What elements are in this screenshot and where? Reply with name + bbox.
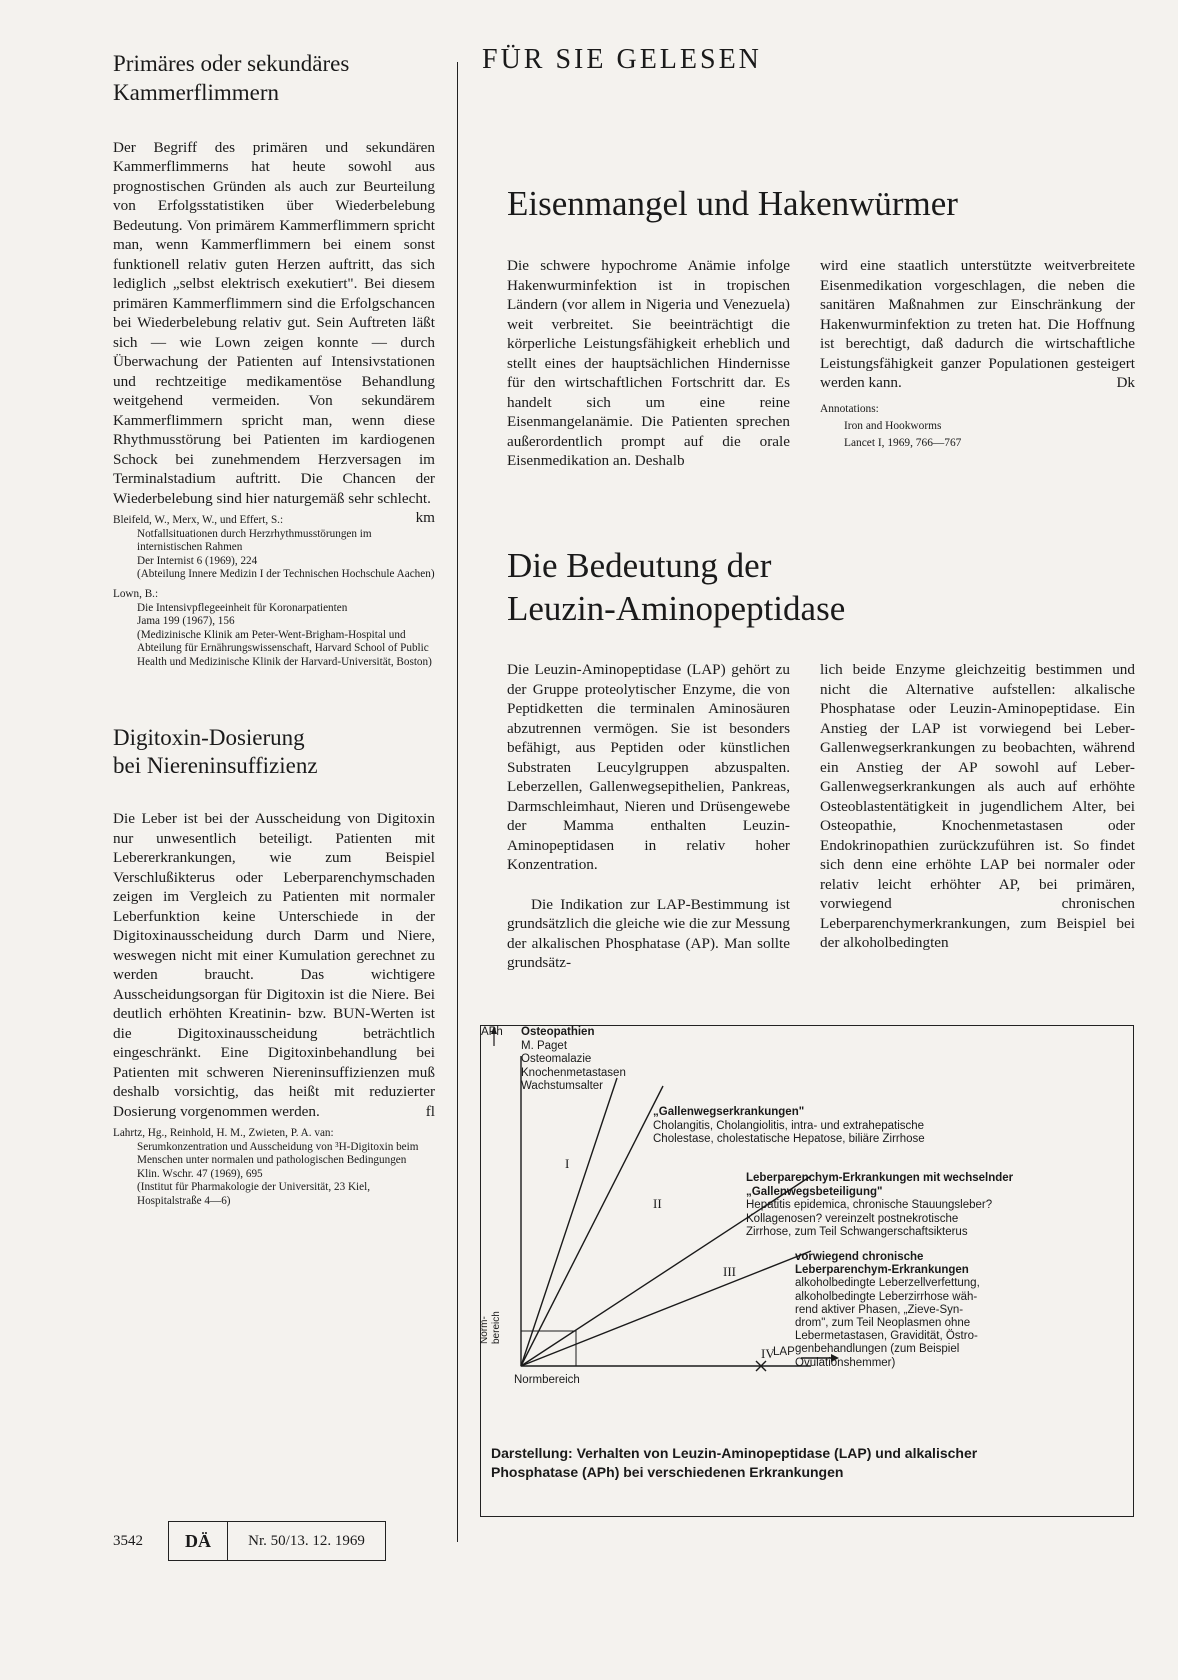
ref-title: Die Intensivpflegeeinheit für Koronarpatienten — [137, 601, 348, 614]
article-title-digitoxin — [113, 724, 435, 782]
article-body-lap-col2: lich beide Enzyme gleichzeitig bestimmen und nicht die Alternative aufstellen: alkalische Phosphatase oder Leuzin-Aminopeptidase. Ein Anstieg der LAP ist vorwiegend bei Leber-Gallenwegserkrankungen zu beobachten, während ein Anstieg der AP sowohl auf Leber-Gallenwegserkrankungen als auch auf erhöhte Osteoblastentätigkeit in jugendlichem Alter, bei Osteopathie, Knochenmetastasen oder Endokrinopathien zurückzuführen ist. So findet sich denn eine erhöhte LAP bei normaler oder relativ leicht erhöhter AP, bei primären, vorwiegend chronischen Leberparenchymerkrankungen, zum Beispiel bei der alkoholbedingten — [820, 661, 1135, 951]
roman-numeral-3: III — [723, 1264, 736, 1279]
figure-box — [480, 1025, 1134, 1517]
roman-numeral-2: II — [653, 1196, 662, 1211]
line-group-2 — [521, 1086, 663, 1366]
article-body-eisenmangel-col1: Die schwere hypochrome Anämie infolge Hakenwurminfektion ist in tropischen Ländern (vor allem in Nigeria und Venezuela) weit verbreitet. Sie beeinträchtigt die körperliche Leistungsfähigkeit erheblich und stellt eines der hauptsächlichen Hindernisse für den wirtschaftlichen Fortschritt dar. Es handelt sich um eine reine Eisenmangelanämie. Die Patienten sprechen außerordentlich prompt auf die orale Eisenmedikation an. Deshalb — [507, 257, 790, 469]
ref-journal: Klin. Wschr. 47 (1969), 695 — [137, 1167, 263, 1180]
article-body-lap-col1 — [507, 660, 790, 973]
ref-journal: Der Internist 6 (1969), 224 — [137, 554, 258, 567]
y-axis-label: APh — [481, 1026, 503, 1038]
body-text: Die Leber ist bei der Ausscheidung von Digitoxin nur unwesentlich beteiligt. Patienten mit Lebererkrankungen, wie zum Beispiel Verschlußikterus oder Leberparenchymschaden zeigen im Vergleich zu Patienten mit normaler Leberfunktion keine Unterschiede in der Digitoxinausscheidung durch Darm und Niere, weswegen nicht mit einer Kumulation gerechnet zu werden braucht. Das wichtigere Ausscheidungsorgan für Digitoxin ist die Niere. Bei deutlich erhöhten Kreatinin- bzw. BUN-Werten ist die Digitoxinausscheidung beträchtlich eingeschränkt. Eine Digitoxinbehandlung bei Patienten mit schweren Niereninsuffizienzen muß deshalb vorsichtig, das heißt mit reduzierter Dosierung vorgenommen werden. — [113, 810, 435, 1120]
norm-y-label: Norm- bereich — [479, 1311, 502, 1344]
article-title-lap — [507, 545, 845, 630]
author-signature: km — [415, 509, 435, 526]
annotations — [820, 401, 1135, 452]
annotations-label: Annotations: — [820, 402, 879, 415]
ref-affiliation: (Institut für Pharmakologie der Universität, 23 Kiel, Hospitalstraße 4—6) — [137, 1181, 371, 1207]
body-text: Der Begriff des primären und sekundären Kammerflimmerns hat heute sowohl aus prognostischen Gründen als auch zur Beurteilung von Erfolgsstatistiken über Wiederbelebung Bedeutung. Von primärem Kammerflimmern spricht man, wenn Kammerflimmern bei einem sonst funktionell relativ guten Herzen auftritt, das sich lediglich „selbst elektrisch exekutiert". Bei diesem primären Kammerflimmern sind die Erfolgschancen bei Wiederbelebung relativ gut. Sein Auftreten läßt sich — wie Lown zeigen konnte — durch Überwachung der Patienten auf Intensivstationen und rechtzeitige medikamentöse Behandlung weitgehend vermeiden. Von sekundärem Kammerflimmern spricht man, wenn diese Rhythmusstörung bei Patienten im kardiogenen Schock bei zunehmendem Herzversagen im Terminalstadium auftritt. Die Chancen der Wiederbelebung sind hier naturgemäß sehr schlecht. — [113, 138, 435, 507]
ref-title: Serumkonzentration und Ausscheidung von ³H-Digitoxin beim Menschen unter normalen und pathologischen Bedingungen — [137, 1140, 419, 1167]
references-digitoxin — [113, 1127, 435, 1209]
group1-label: Osteopathien M. Paget Osteomalazie Knochenmetastasen Wachstumsalter — [521, 1026, 626, 1092]
ref-author: Lahrtz, Hg., Reinhold, H. M., Zwieten, P. A. van: — [113, 1127, 334, 1140]
body-paragraph: Die Indikation zur LAP-Bestimmung ist grundsätzlich die gleiche wie die zur Messung der alkalischen Phosphatase (AP). Man sollte grundsätz- — [507, 895, 790, 971]
article-title-eisenmangel: Eisenmangel und Hakenwürmer — [507, 184, 958, 223]
ref-title: Notfallsituationen durch Herzrhythmusstörungen im internistischen Rahmen — [137, 527, 372, 554]
title-line: Die Bedeutung der — [507, 546, 772, 585]
group3-label: Leberparenchym-Erkrankungen mit wechselnder „Gallenwegsbeteiligung" Hepatitis epidemica, chronische Stauungsleber? Kollagenosen? vereinzelt postnekrotische Zirrhose, zum Teil Schwangerschaftsikterus — [746, 1172, 1014, 1238]
title-line: Digitoxin-Dosierung — [113, 724, 305, 750]
ref-author: Lown, B.: — [113, 587, 159, 600]
group2-label: „Gallenwegserkrankungen" Cholangitis, Cholangiolitis, intra- und extrahepatische Cholestase, cholestatische Hepatose, biliäre Zirrhose — [653, 1106, 925, 1145]
left-column — [113, 50, 435, 1209]
issue-label: Nr. 50/13. 12. 1969 — [248, 1532, 365, 1549]
annotations-title: Iron and Hookworms — [844, 419, 942, 432]
ref-affiliation: (Abteilung Innere Medizin I der Technischen Hochschule Aachen) — [137, 568, 435, 581]
references-kammerflimmern — [113, 514, 435, 670]
ref-journal: Jama 199 (1967), 156 — [137, 615, 235, 628]
norm-x-label: Normbereich — [514, 1374, 580, 1386]
line-group-1 — [521, 1078, 617, 1366]
author-signature: fl — [425, 1102, 435, 1120]
journal-issue-box — [168, 1521, 386, 1561]
figure-caption: Darstellung: Verhalten von Leuzin-Aminopeptidase (LAP) und alkalischer Phosphatase (APh) bei verschiedenen Erkrankungen — [491, 1445, 978, 1480]
journal-logo: DÄ — [169, 1522, 228, 1560]
column-divider — [457, 62, 458, 1542]
title-line: Leuzin-Aminopeptidase — [507, 588, 846, 628]
x-axis-label: LAP — [773, 1346, 795, 1358]
section-header: FÜR SIE GELESEN — [482, 44, 762, 75]
group4-label: vorwiegend chronische Leberparenchym-Erkrankungen alkoholbedingte Leberzellverfettung, alkoholbedingte Leberzirrhose wäh- rend aktiver Phasen, „Zieve-Syn- drom", zum Teil Neoplasmen ohne Lebermetastasen, Gravidität, Östro- genbehandlungen (zum Beispiel Ovulationshemmer) — [795, 1251, 980, 1369]
annotations-journal: Lancet I, 1969, 766—767 — [844, 436, 962, 449]
roman-numeral-4: IV — [761, 1346, 775, 1361]
page-number: 3542 — [113, 1533, 143, 1549]
body-text: wird eine staatlich unterstützte weitverbreitete Eisenmedikation vorgeschlagen, die neben die sanitären Maßnahmen zur Einschränkung der Hakenwurminfektion zu treten hat. Die Hoffnung ist berechtigt, daß dadurch die wirtschaftliche Leistungsfähigkeit ganzer Populationen gesteigert werden kann. Dk — [820, 257, 1135, 391]
article-body-digitoxin — [113, 809, 435, 1121]
body-paragraph: Die Leuzin-Aminopeptidase (LAP) gehört zu der Gruppe proteolytischer Enzyme, die von Peptidketten die terminalen Aminosäuren abzutrennen vermögen. Sie ist besonders befähigt, aus Peptiden oder künstlichen Substraten Leucylgruppen abzuspalten. Leberzellen, Gallenwegsepithelien, Pankreas, Darmschleimhaut, Nieren und Drüsengewebe der Mamma enthalten Leuzin-Aminopeptidasen in relativ hoher Konzentration. — [507, 661, 790, 873]
article-title-kammerflimmern: Primäres oder sekundäres Kammerflimmern — [113, 51, 350, 105]
ref-author: Bleifeld, W., Merx, W., und Effert, S.: — [113, 514, 284, 526]
title-line: bei Niereninsuffizienz — [113, 753, 318, 779]
roman-numeral-1: I — [565, 1156, 570, 1171]
article-body-eisenmangel-col2 — [820, 256, 1135, 452]
author-signature: Dk — [1116, 374, 1135, 391]
ref-affiliation: (Medizinische Klinik am Peter-Went-Brigham-Hospital und Abteilung für Ernährungswissenschaft, Harvard School of Public Health und Medizinische Klinik der Harvard-Universität, Boston) — [137, 628, 432, 668]
